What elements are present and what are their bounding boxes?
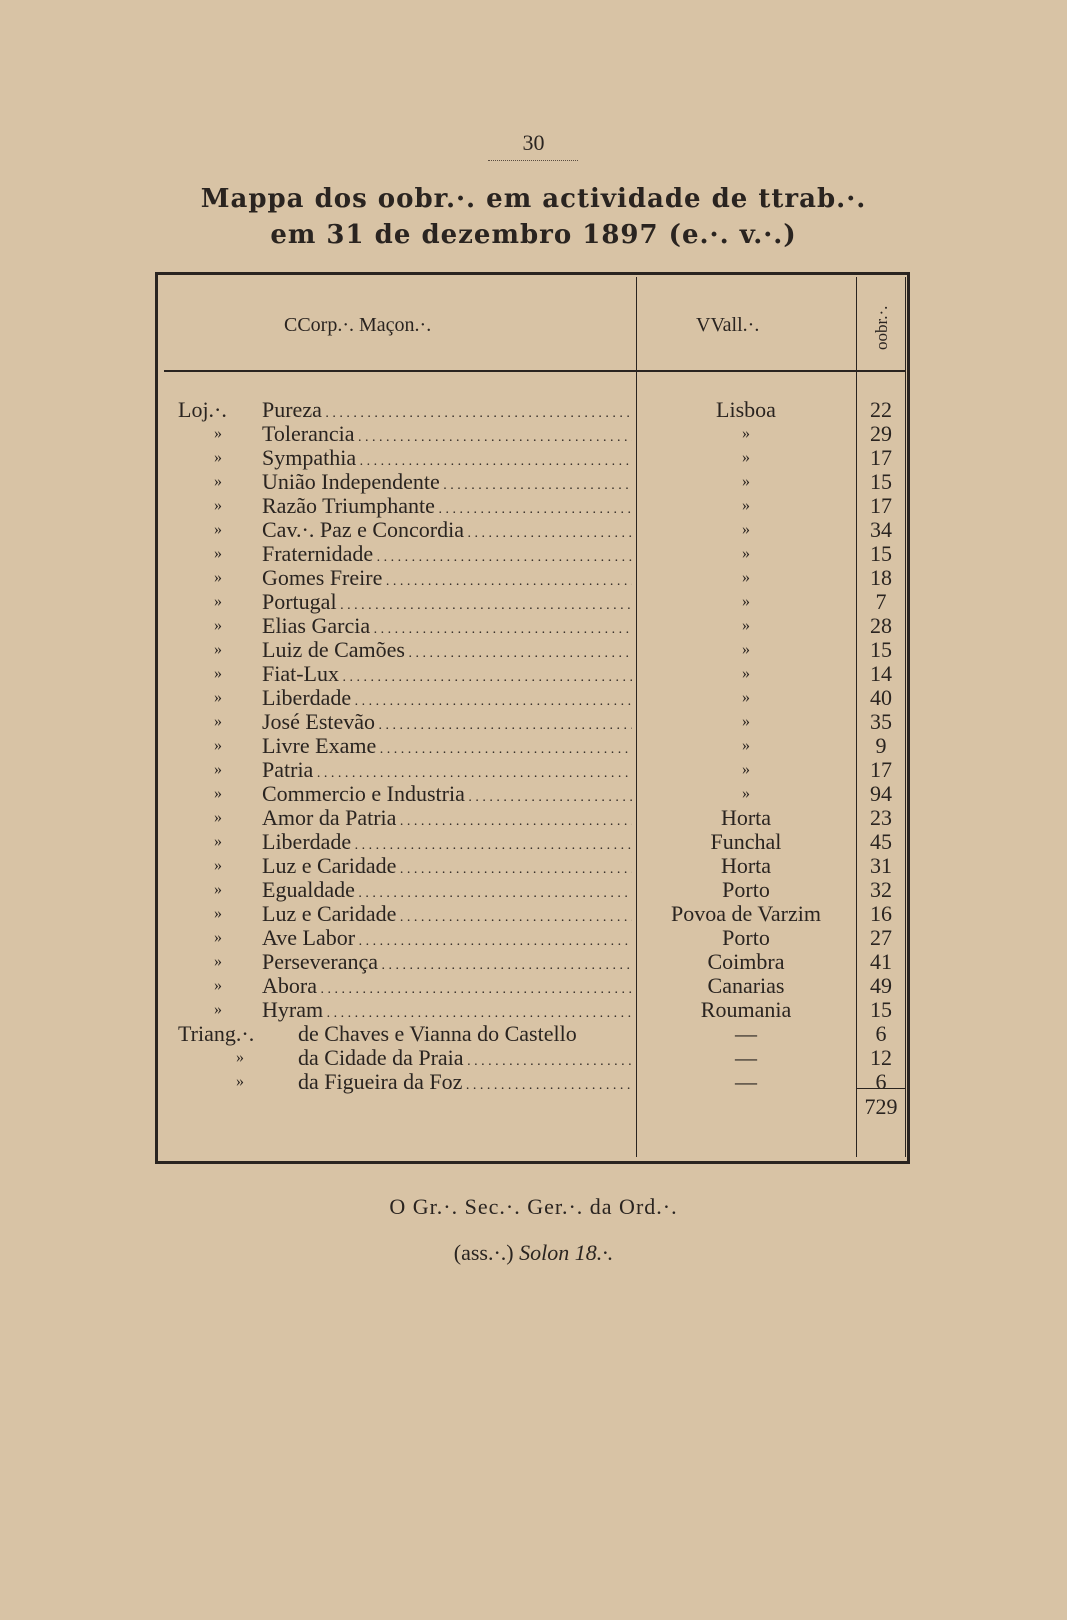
- valley-name: »: [742, 425, 750, 442]
- lodge-name: Amor da Patria . . .: [262, 806, 632, 834]
- row-prefix: »: [214, 689, 222, 706]
- row-prefix: »: [214, 617, 222, 634]
- row-prefix: »: [214, 953, 222, 970]
- valley-name: Horta: [720, 853, 772, 878]
- lodge-name: Patria . . .: [262, 758, 632, 786]
- member-count: 28: [870, 613, 892, 638]
- table-row: [0, 638, 1067, 662]
- footer-signature: [0, 1240, 1067, 1266]
- valley-name: »: [742, 593, 750, 610]
- lodge-name: Elias Garcia . . .: [262, 614, 632, 642]
- table-row: [0, 470, 1067, 494]
- member-count: 94: [870, 781, 892, 806]
- valley-name: »: [742, 689, 750, 706]
- row-prefix: »: [214, 593, 222, 610]
- valley-name: »: [742, 569, 750, 586]
- table-row: [0, 494, 1067, 518]
- table-row: [0, 998, 1067, 1022]
- total-rule: [856, 1088, 906, 1089]
- table-row: [0, 854, 1067, 878]
- row-prefix: »: [214, 785, 222, 802]
- member-count: 6: [875, 1021, 887, 1046]
- lodge-name: Gomes Freire . . .: [262, 566, 632, 594]
- row-prefix: »: [214, 1001, 222, 1018]
- lodge-name: Livre Exame . . .: [262, 734, 632, 762]
- lodge-name: Perseverança . . .: [262, 950, 632, 978]
- member-count: 16: [870, 901, 892, 926]
- row-prefix: »: [236, 1073, 244, 1090]
- member-count: 17: [870, 757, 892, 782]
- lodge-name: Cav.·. Paz e Concordia . . .: [262, 518, 632, 546]
- valley-name: »: [742, 521, 750, 538]
- table-row: [0, 422, 1067, 446]
- lodge-name: Fiat-Lux . . .: [262, 662, 632, 690]
- table-row: [0, 686, 1067, 710]
- triangle-name: de Chaves e Vianna do Castello: [298, 1022, 577, 1046]
- table-row: [0, 398, 1067, 422]
- row-prefix: »: [214, 545, 222, 562]
- lodge-name: Sympathia . . .: [262, 446, 632, 474]
- row-prefix: Triang.·.: [178, 1021, 255, 1046]
- member-count: 15: [870, 469, 892, 494]
- valley-name: Porto: [722, 877, 770, 902]
- table-row: [0, 950, 1067, 974]
- lodge-name: União Independente . . .: [262, 470, 632, 498]
- valley-name: Povoa de Varzim: [671, 901, 821, 926]
- row-prefix: »: [214, 833, 222, 850]
- row-prefix: »: [214, 857, 222, 874]
- row-prefix: »: [214, 641, 222, 658]
- row-prefix: »: [214, 905, 222, 922]
- member-count: 22: [870, 397, 892, 422]
- lodge-name: Liberdade . . .: [262, 830, 632, 858]
- signature-name: Solon 18.·.: [519, 1240, 614, 1265]
- table-row: [0, 590, 1067, 614]
- title-line-1: Mappa dos oobr.·. em actividade de ttrab.·.: [200, 184, 867, 214]
- header-corp: CCorp.·. Maçon.·.: [284, 314, 432, 336]
- valley-name: Porto: [722, 925, 770, 950]
- table-row: [0, 1070, 1067, 1094]
- header-vall: VVall.·.: [696, 314, 760, 336]
- member-count: 45: [870, 829, 892, 854]
- row-prefix: »: [214, 881, 222, 898]
- table-row: [0, 926, 1067, 950]
- row-prefix: »: [214, 569, 222, 586]
- table-row: [0, 758, 1067, 782]
- valley-name: »: [742, 545, 750, 562]
- member-count: 12: [870, 1045, 892, 1070]
- table-row: [0, 1046, 1067, 1070]
- table-row: [0, 974, 1067, 998]
- member-count: 15: [870, 997, 892, 1022]
- member-count: 17: [870, 445, 892, 470]
- table-row: [0, 614, 1067, 638]
- lodge-name: Portugal . . .: [262, 590, 632, 618]
- valley-name: —: [735, 1021, 757, 1046]
- valley-name: »: [742, 713, 750, 730]
- valley-name: Coimbra: [707, 949, 785, 974]
- row-prefix: »: [214, 737, 222, 754]
- valley-name: »: [742, 473, 750, 490]
- member-count: 9: [875, 733, 887, 758]
- valley-name: »: [742, 737, 750, 754]
- lodge-name: Liberdade . . .: [262, 686, 632, 714]
- row-prefix: »: [214, 761, 222, 778]
- row-prefix: »: [214, 473, 222, 490]
- lodge-name: Abora . . .: [262, 974, 632, 1002]
- table-row: [0, 566, 1067, 590]
- member-count: 7: [875, 589, 887, 614]
- row-prefix: »: [214, 665, 222, 682]
- valley-name: »: [742, 449, 750, 466]
- valley-name: Canarias: [707, 973, 785, 998]
- table-row: [0, 446, 1067, 470]
- member-count: 14: [870, 661, 892, 686]
- header-oobr: oobr.·.: [872, 305, 891, 351]
- signature-prefix: (ass.·.): [453, 1240, 514, 1265]
- table-row: [0, 1022, 1067, 1046]
- table-row: [0, 806, 1067, 830]
- triangle-name: da Figueira da Foz . . .: [298, 1070, 632, 1098]
- table-row: [0, 542, 1067, 566]
- valley-name: »: [742, 497, 750, 514]
- valley-name: »: [742, 641, 750, 658]
- lodge-name: Ave Labor . . .: [262, 926, 632, 954]
- member-count: 41: [870, 949, 892, 974]
- row-prefix: »: [214, 497, 222, 514]
- total-count: 729: [864, 1094, 898, 1119]
- lodge-name: Razão Triumphante . . .: [262, 494, 632, 522]
- valley-name: »: [742, 761, 750, 778]
- header-rule: [164, 370, 906, 372]
- row-prefix: »: [236, 1049, 244, 1066]
- valley-name: Horta: [720, 805, 772, 830]
- lodge-name: Commercio e Industria . . .: [262, 782, 632, 810]
- table-row: [0, 518, 1067, 542]
- row-prefix: »: [214, 977, 222, 994]
- page-number-rule: [488, 160, 578, 161]
- member-count: 18: [870, 565, 892, 590]
- member-count: 32: [870, 877, 892, 902]
- member-count: 49: [870, 973, 892, 998]
- lodge-name: Luz e Caridade . . .: [262, 902, 632, 930]
- member-count: 34: [870, 517, 892, 542]
- member-count: 23: [870, 805, 892, 830]
- lodge-name: Tolerancia . . .: [262, 422, 632, 450]
- valley-name: Funchal: [710, 829, 782, 854]
- member-count: 6: [875, 1069, 887, 1094]
- valley-name: »: [742, 617, 750, 634]
- table-row: [0, 782, 1067, 806]
- row-prefix: »: [214, 809, 222, 826]
- table-row: [0, 734, 1067, 758]
- footer-line: O Gr.·. Sec.·. Ger.·. da Ord.·.: [389, 1194, 678, 1219]
- title-line-2: em 31 de dezembro 1897 (e.·. v.·.): [270, 220, 797, 250]
- valley-name: —: [735, 1069, 757, 1094]
- valley-name: »: [742, 665, 750, 682]
- member-count: 27: [870, 925, 892, 950]
- table-row: [0, 662, 1067, 686]
- lodge-name: Fraternidade . . .: [262, 542, 632, 570]
- lodge-name: José Estevão . . .: [262, 710, 632, 738]
- lodge-name: Pureza . . .: [262, 398, 632, 426]
- valley-name: Roumania: [700, 997, 792, 1022]
- valley-name: Lisboa: [716, 397, 776, 422]
- valley-name: —: [735, 1045, 757, 1070]
- member-count: 15: [870, 541, 892, 566]
- member-count: 15: [870, 637, 892, 662]
- row-prefix: »: [214, 449, 222, 466]
- row-prefix: Loj.·.: [178, 397, 227, 422]
- lodge-name: Hyram . . .: [262, 998, 632, 1026]
- table-row: [0, 902, 1067, 926]
- lodge-name: Egualdade . . .: [262, 878, 632, 906]
- row-prefix: »: [214, 929, 222, 946]
- row-prefix: »: [214, 425, 222, 442]
- lodge-name: Luiz de Camões . . .: [262, 638, 632, 666]
- table-row: [0, 830, 1067, 854]
- row-prefix: »: [214, 521, 222, 538]
- lodge-name: Luz e Caridade . . .: [262, 854, 632, 882]
- valley-name: »: [742, 785, 750, 802]
- member-count: 35: [870, 709, 892, 734]
- member-count: 29: [870, 421, 892, 446]
- member-count: 31: [870, 853, 892, 878]
- table-row: [0, 878, 1067, 902]
- row-prefix: »: [214, 713, 222, 730]
- table-row: [0, 710, 1067, 734]
- member-count: 40: [870, 685, 892, 710]
- triangle-name: da Cidade da Praia . . .: [298, 1046, 632, 1074]
- member-count: 17: [870, 493, 892, 518]
- page-number: 30: [522, 130, 545, 155]
